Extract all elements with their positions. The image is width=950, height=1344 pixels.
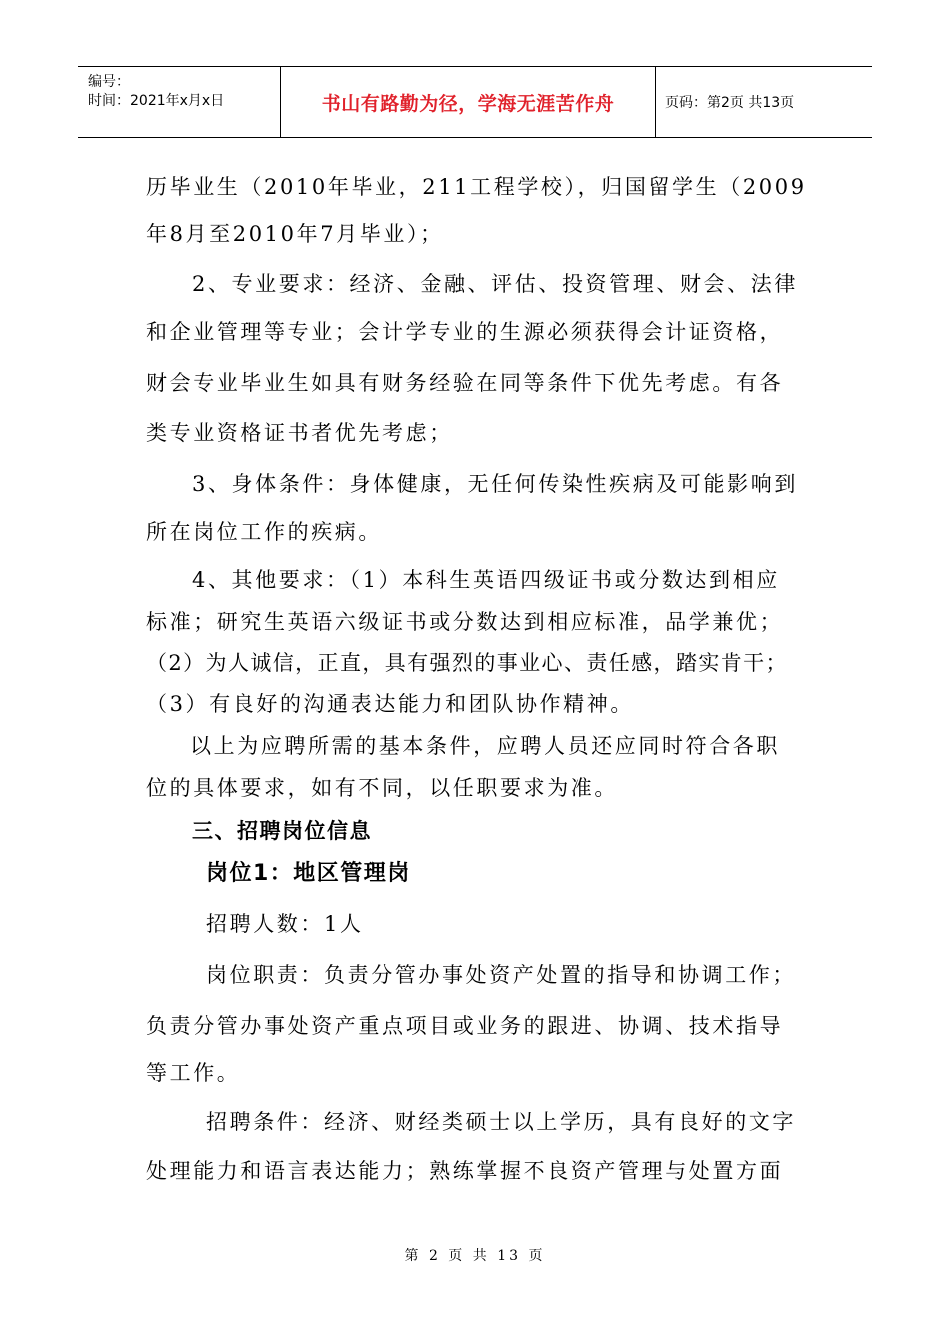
body-line: 招聘人数：1人 xyxy=(206,912,364,936)
body-line: 财会专业毕业生如具有财务经验在同等条件下优先考虑。有各 xyxy=(146,371,784,395)
document-number-label: 编号： xyxy=(88,74,130,90)
body-line: 负责分管办事处资产重点项目或业务的跟进、协调、技术指导 xyxy=(146,1014,784,1038)
header-motto-cell xyxy=(281,67,656,137)
body-line: （2）为人诚信，正直，具有强烈的事业心、责任感，踏实肯干； xyxy=(146,651,788,675)
body-line: 4、其他要求：（1）本科生英语四级证书或分数达到相应 xyxy=(192,568,780,592)
header-meta-cell xyxy=(78,67,281,137)
body-line: 和企业管理等专业；会计学专业的生源必须获得会计证资格， xyxy=(146,320,784,344)
document-date-label: 时间：2021年x月x日 xyxy=(88,93,225,109)
body-line: 等工作。 xyxy=(146,1061,241,1085)
body-line: 岗位职责：负责分管办事处资产处置的指导和协调工作； xyxy=(206,963,796,987)
body-line: 类专业资格证书者优先考虑； xyxy=(146,421,453,445)
body-line: 历毕业生（2010年毕业，211工程学校），归国留学生（2009 xyxy=(146,175,807,199)
body-line: 标准；研究生英语六级证书或分数达到相应标准，品学兼优； xyxy=(146,610,784,634)
body-line: 所在岗位工作的疾病。 xyxy=(146,520,382,544)
header-motto: 书山有路勤为径，学海无涯苦作舟 xyxy=(321,92,615,115)
body-line: 以上为应聘所需的基本条件，应聘人员还应同时符合各职 xyxy=(190,734,780,758)
header-page-info: 页码：第2页 共13页 xyxy=(665,95,795,111)
section-heading: 三、招聘岗位信息 xyxy=(192,819,372,843)
header-page-cell xyxy=(656,67,872,137)
position-heading: 岗位1：地区管理岗 xyxy=(206,861,411,886)
body-line: 处理能力和语言表达能力；熟练掌握不良资产管理与处置方面 xyxy=(146,1159,784,1183)
body-line: （3）有良好的沟通表达能力和团队协作精神。 xyxy=(146,692,634,716)
body-line: 招聘条件：经济、财经类硕士以上学历，具有良好的文字 xyxy=(206,1110,796,1134)
page-header xyxy=(78,66,872,138)
body-line: 2、专业要求：经济、金融、评估、投资管理、财会、法律 xyxy=(192,272,798,296)
page-footer: 第 2 页 共 13 页 xyxy=(404,1248,546,1264)
body-line: 3、身体条件：身体健康，无任何传染性疾病及可能影响到 xyxy=(192,472,798,496)
body-line: 位的具体要求，如有不同，以任职要求为准。 xyxy=(146,776,618,800)
body-line: 年8月至2010年7月毕业）； xyxy=(146,222,444,246)
